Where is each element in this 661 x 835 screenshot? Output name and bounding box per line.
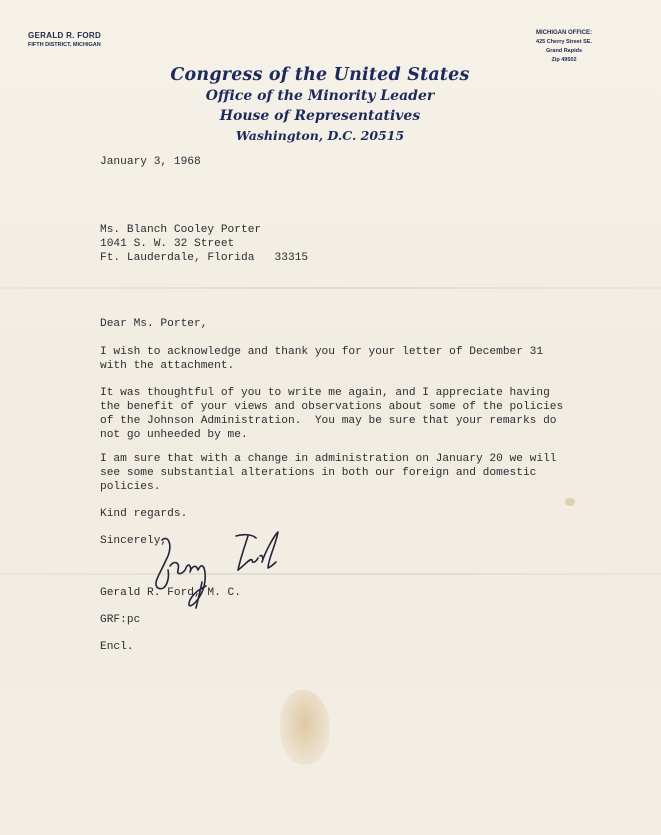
- sender-block: [28, 31, 101, 48]
- salutation: Dear Ms. Porter,: [100, 318, 208, 330]
- body-line: I am sure that with a change in administration on January 20 we will: [100, 453, 557, 465]
- letterhead-city: Washington, D.C. 20515: [235, 128, 405, 143]
- paper-fold: [0, 287, 661, 289]
- office-street: 425 Cherry Street SE.: [536, 39, 592, 45]
- letterhead: [170, 64, 470, 146]
- recipient-name: Ms. Blanch Cooley Porter: [100, 224, 262, 236]
- body-line: It was thoughtful of you to write me again, and I appreciate having: [100, 387, 550, 399]
- body-line: see some substantial alterations in both our foreign and domestic: [100, 467, 537, 479]
- letterhead-house: House of Representatives: [219, 108, 421, 124]
- kind-regards: Kind regards.: [100, 508, 188, 520]
- body-line: the benefit of your views and observations about some of the policies: [100, 401, 564, 413]
- body-line: with the attachment.: [100, 360, 235, 372]
- body-line: not go unheeded by me.: [100, 429, 248, 441]
- sender-name: GERALD R. FORD: [28, 31, 102, 40]
- letter-date: January 3, 1968: [100, 156, 201, 168]
- paper-stain: [280, 690, 330, 765]
- office-zip: Zip 49502: [551, 57, 577, 63]
- closing: Sincerely,: [100, 535, 168, 547]
- letterhead-congress: Congress of the United States: [170, 65, 470, 85]
- typist-initials: GRF:pc: [100, 614, 141, 626]
- paper-spot: [565, 498, 575, 506]
- sender-district: FIFTH DISTRICT, MICHIGAN: [28, 42, 101, 48]
- enclosure-note: Encl.: [100, 641, 134, 653]
- office-city: Grand Rapids: [545, 48, 583, 54]
- body-line: of the Johnson Administration. You may be sure that your remarks do: [100, 415, 557, 427]
- signer-name: Gerald R. Ford, M. C.: [100, 587, 241, 599]
- letterhead-office: Office of the Minority Leader: [205, 88, 435, 104]
- recipient-street: 1041 S. W. 32 Street: [100, 238, 235, 250]
- michigan-office-block: [519, 29, 609, 65]
- handwritten-signature: [140, 530, 310, 620]
- office-label: MICHIGAN OFFICE:: [536, 30, 592, 36]
- recipient-city: Ft. Lauderdale, Florida 33315: [100, 252, 309, 264]
- body-line: policies.: [100, 481, 161, 493]
- body-line: I wish to acknowledge and thank you for your letter of December 31: [100, 346, 544, 358]
- paper-fold: [0, 573, 661, 575]
